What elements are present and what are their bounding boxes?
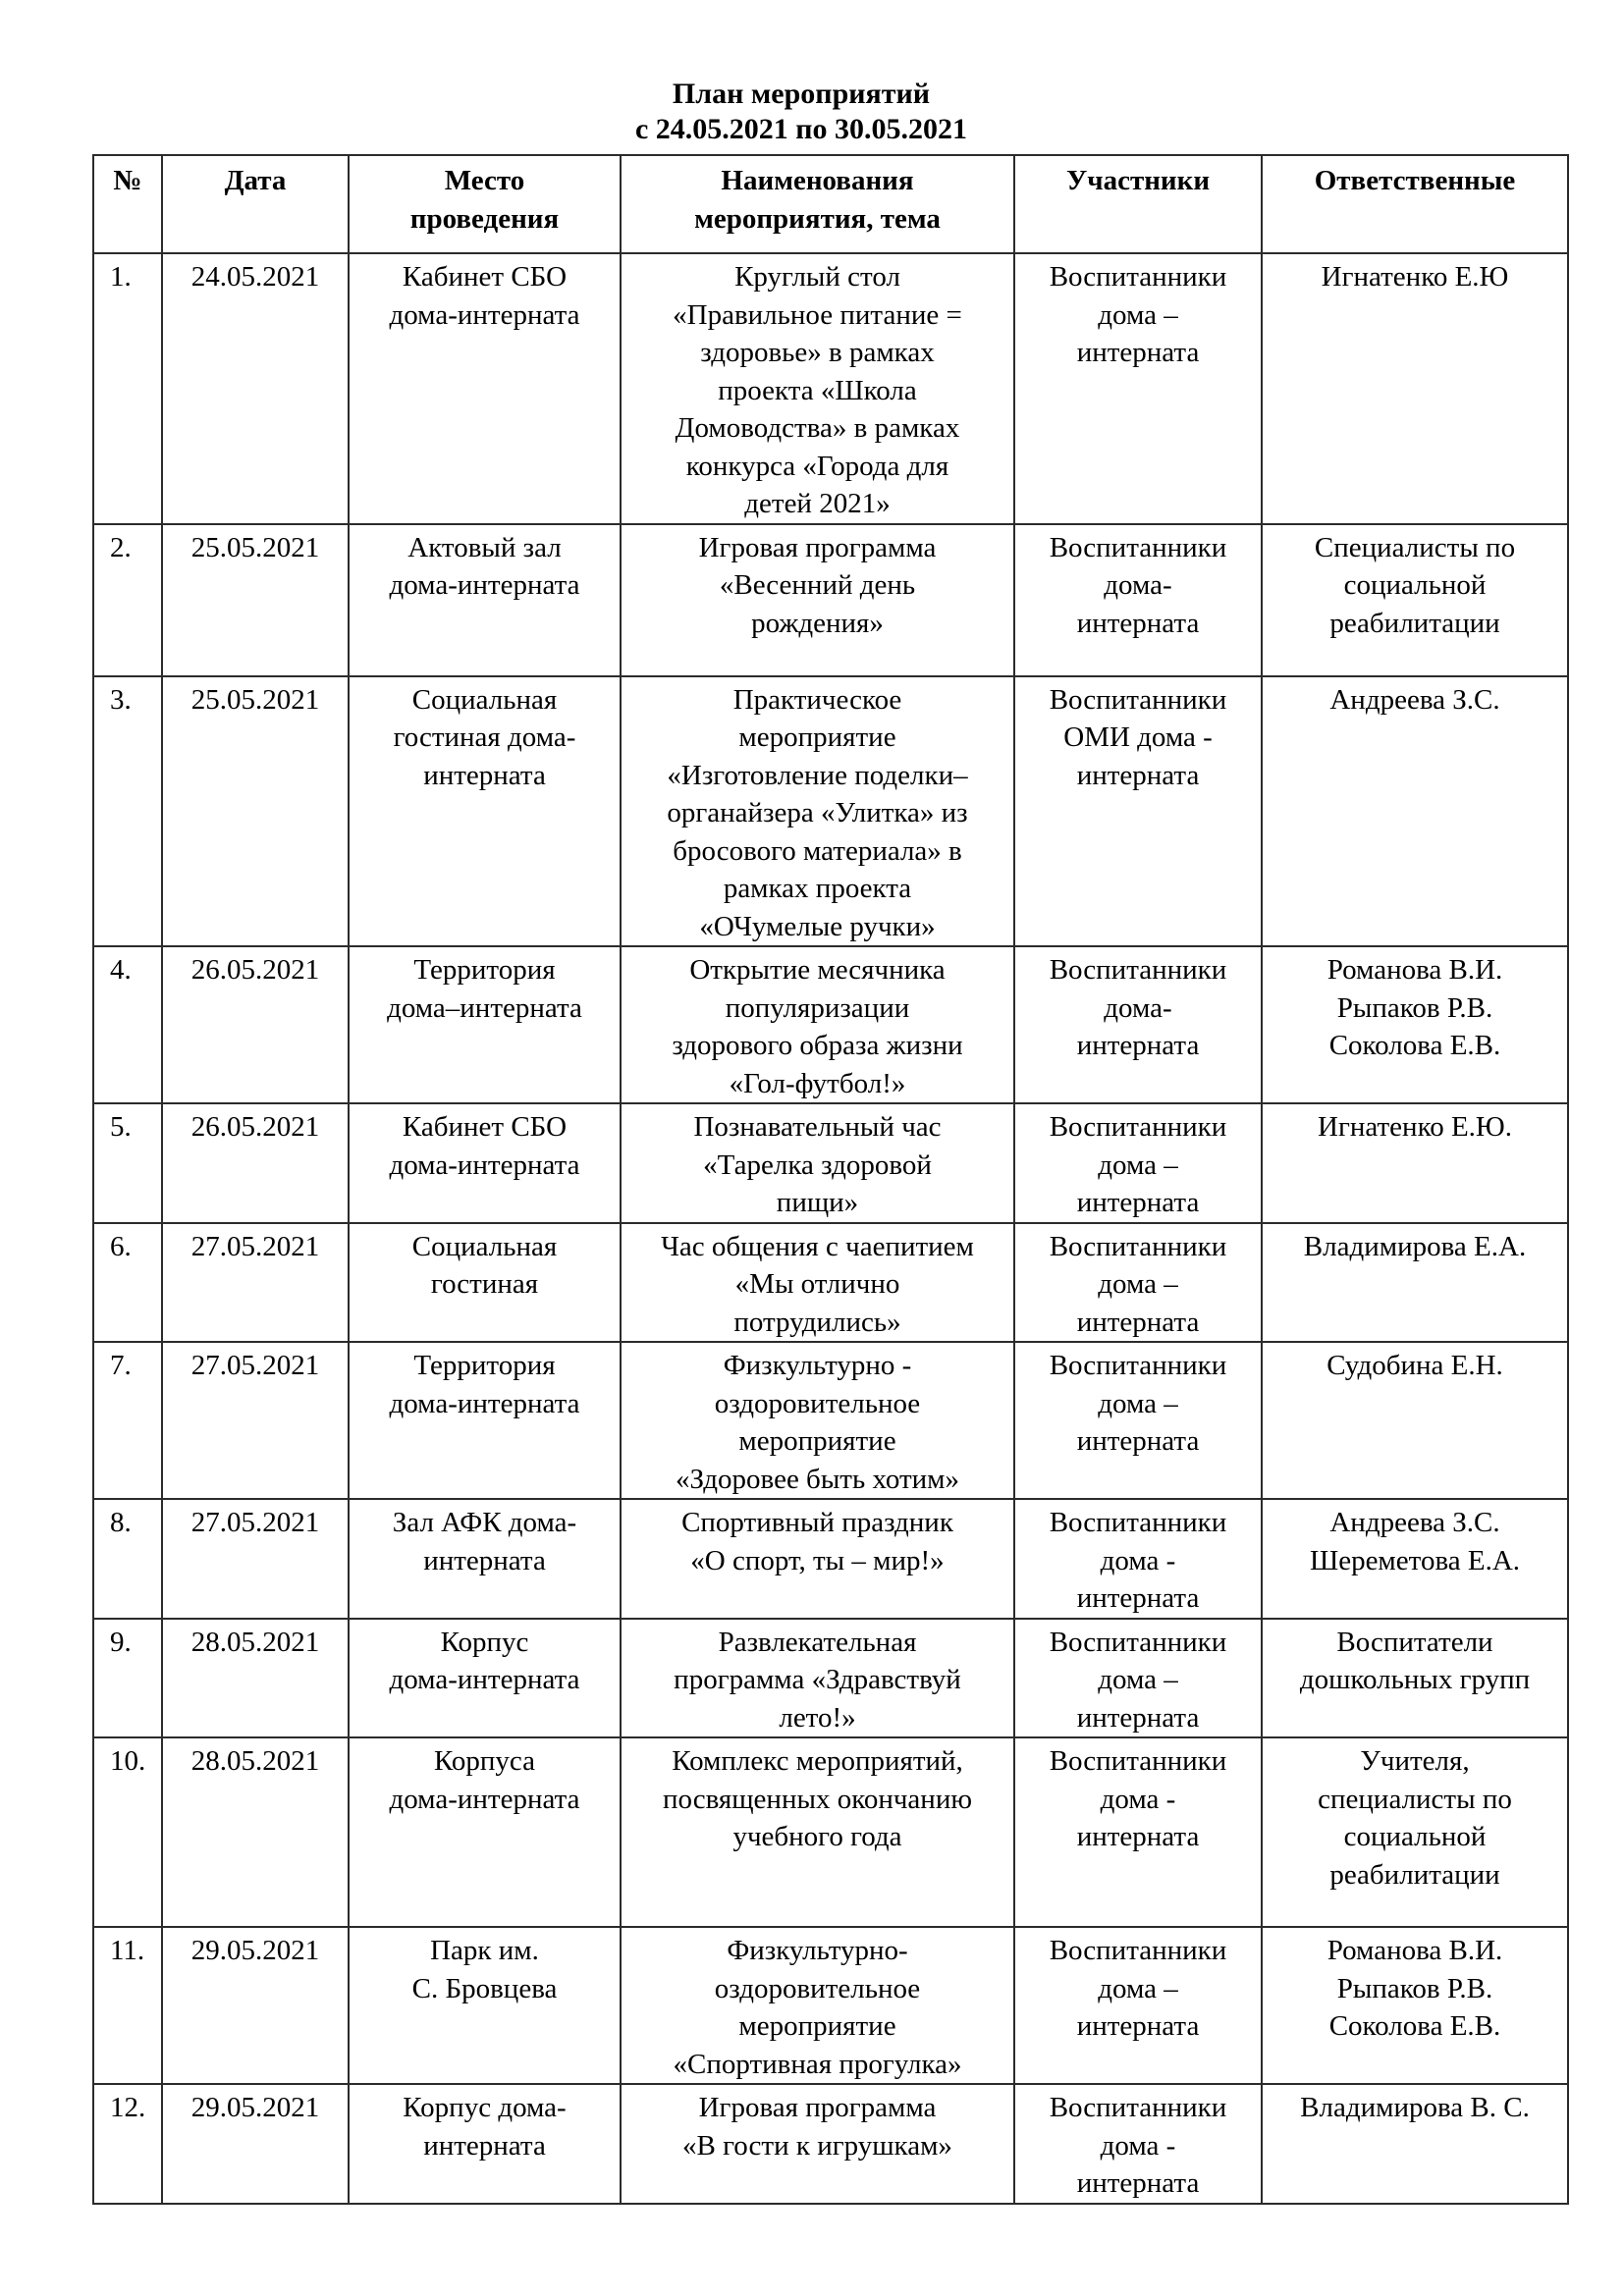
cell-place [349,676,621,947]
cell-event-title-line: «Мы отлично [734,1268,900,1300]
cell-participants-line: интерната [1076,1030,1200,1061]
cell-event-title-line: «Весенний день [719,569,916,601]
cell-responsible-line: Соколова Е.В. [1328,1030,1501,1061]
cell-date [162,946,349,1103]
cell-date-text: 26.05.2021 [190,1111,320,1143]
cell-event-title [621,676,1014,947]
cell-event-title-line: здоровье» в рамках [700,337,935,368]
cell-event-title-line: Открытие месячника [689,954,946,986]
cell-place [349,1342,621,1499]
cell-event-title-line: потрудились» [733,1306,901,1338]
cell-participants-line: Воспитанники [1049,1507,1227,1538]
cell-responsible-line: Шереметова Е.А. [1309,1544,1521,1576]
cell-participants-line: дома – [1098,1664,1178,1695]
cell-event-title [621,524,1014,676]
cell-participants-line: дома – [1098,1148,1178,1181]
cell-event-title-line: «О спорт, ты – мир!» [690,1544,945,1576]
cell-responsible-line: Рыпаков Р.В. [1336,1972,1493,2004]
cell-place-line: Кабинет СБО [402,1111,568,1143]
cell-participants [1014,253,1262,524]
cell-responsible-line: социальной [1343,569,1487,601]
cell-responsible [1262,253,1568,524]
cell-event-title-line: Игровая программа [698,2092,937,2123]
cell-event-title-line: «В гости к игрушкам» [682,2129,952,2162]
cell-event-title-line: программа «Здравствуй [674,1664,961,1695]
cell-number [93,1342,162,1499]
header-place-label-line: Место [444,165,525,196]
cell-number-text: 12. [110,2092,146,2123]
cell-event-title-line: посвященных окончанию [662,1783,973,1815]
cell-number-text: 4. [110,954,132,986]
cell-number [93,946,162,1103]
cell-date [162,2084,349,2204]
header-event-title [621,155,1014,253]
cell-responsible [1262,1927,1568,2084]
cell-participants-line: Воспитанники [1049,1230,1227,1262]
cell-place-line: Социальная [411,683,558,716]
header-number [93,155,162,253]
cell-place [349,1619,621,1738]
cell-event-title-line: Игровая программа [698,531,937,563]
cell-event-title-line: Практическое [732,683,902,716]
cell-participants-line: дома - [1100,1544,1176,1576]
cell-participants-line: Воспитанники [1049,1350,1227,1381]
cell-event-title-line: Физкультурно - [723,1350,912,1381]
cell-number [93,253,162,524]
header-date-label: Дата [224,165,287,196]
cell-place-line: дома–интерната [387,991,582,1024]
cell-date-text: 27.05.2021 [190,1350,320,1381]
cell-responsible-line: Андреева З.С. [1329,683,1500,716]
cell-number [93,1619,162,1738]
cell-event-title-line: конкурса «Города для [685,450,949,482]
cell-event-title [621,946,1014,1103]
cell-participants-line: ОМИ дома - [1063,721,1213,753]
cell-place-line: Социальная [411,1230,558,1262]
cell-place-line: Территория [413,1350,556,1381]
cell-event-title-line: Развлекательная [718,1626,917,1658]
cell-participants-line: Воспитанники [1049,954,1227,986]
cell-participants-line: Воспитанники [1049,1111,1227,1143]
cell-place-line: дома-интерната [389,569,580,601]
cell-place [349,1499,621,1619]
cell-place-line: интерната [423,2129,546,2162]
cell-participants-line: дома – [1098,1972,1178,2004]
cell-date-text: 29.05.2021 [190,1935,320,1966]
cell-place-line: дома-интерната [389,298,580,331]
cell-number [93,1103,162,1223]
cell-date [162,524,349,676]
cell-number [93,2084,162,2204]
cell-date [162,1103,349,1223]
cell-participants [1014,946,1262,1103]
cell-responsible [1262,1737,1568,1927]
table-row [93,253,1568,524]
cell-date-text: 24.05.2021 [190,261,320,293]
cell-number-text: 9. [110,1626,132,1658]
cell-event-title [621,1103,1014,1223]
cell-responsible-line: Рыпаков Р.В. [1336,991,1493,1024]
cell-event-title-line: Комплекс мероприятий, [672,1745,963,1777]
cell-number [93,1737,162,1927]
cell-event-title-line: «Изготовление поделки– [667,759,968,791]
cell-responsible-line: Андреева З.С. [1329,1507,1500,1538]
table-row [93,524,1568,676]
cell-participants-line: Воспитанники [1049,1626,1227,1658]
cell-number-text: 7. [110,1350,132,1381]
cell-participants-line: интерната [1076,607,1200,639]
cell-place-line: интерната [423,759,546,791]
document-title [92,77,1510,147]
cell-event-title-line: Час общения с чаепитием [661,1230,974,1262]
cell-place [349,1223,621,1343]
cell-participants [1014,2084,1262,2204]
cell-place [349,524,621,676]
cell-date [162,1223,349,1343]
cell-participants [1014,676,1262,947]
cell-number [93,1927,162,2084]
cell-number-text: 3. [110,683,132,716]
table-row [93,2084,1568,2204]
cell-participants [1014,524,1262,676]
cell-responsible-line: дошкольных групп [1299,1664,1531,1695]
cell-number [93,1223,162,1343]
cell-responsible-line: Владимирова В. С. [1300,2092,1530,2123]
cell-event-title [621,1927,1014,2084]
cell-place-line: дома-интерната [389,1664,580,1695]
cell-participants-line: интерната [1076,2010,1200,2042]
cell-event-title [621,1737,1014,1927]
cell-number-text: 2. [110,531,132,563]
cell-responsible [1262,1103,1568,1223]
cell-place [349,946,621,1103]
header-place-label-line: проведения [409,202,560,235]
cell-event-title-line: здорового образа жизни [672,1030,963,1061]
cell-participants-line: интерната [1076,759,1200,791]
cell-number-text: 1. [110,261,132,293]
cell-responsible [1262,1619,1568,1738]
cell-place [349,1737,621,1927]
cell-place-line: Корпуса [433,1745,535,1777]
table-row [93,1499,1568,1619]
cell-participants-line: интерната [1076,1425,1200,1457]
cell-event-title-line: рамках проекта [723,873,912,904]
cell-event-title-line: Круглый стол [734,261,900,293]
header-title-label-line: мероприятия, тема [694,202,941,235]
cell-place [349,2084,621,2204]
cell-responsible-line: Игнатенко Е.Ю [1321,261,1509,293]
cell-responsible-line: Романова В.И. [1326,954,1503,986]
cell-participants [1014,1342,1262,1499]
cell-responsible-line: специалисты по [1318,1783,1512,1815]
cell-date [162,1737,349,1927]
cell-number-text: 5. [110,1111,132,1143]
table-row [93,676,1568,947]
cell-place-line: Территория [413,954,556,986]
cell-participants-line: Воспитанники [1049,2092,1227,2123]
cell-event-title-line: оздоровительное [714,1387,921,1419]
cell-participants-line: дома- [1104,569,1172,601]
cell-responsible [1262,1499,1568,1619]
cell-participants-line: интерната [1076,1187,1200,1218]
cell-place [349,1103,621,1223]
cell-event-title-line: Домоводства» в рамках [675,412,960,444]
cell-place-line: Корпус [440,1626,529,1658]
cell-event-title [621,1342,1014,1499]
cell-participants [1014,1927,1262,2084]
cell-number [93,676,162,947]
cell-event-title-line: оздоровительное [714,1972,921,2004]
cell-participants-line: дома – [1098,298,1178,331]
cell-event-title-line: «Здоровее быть хотим» [675,1463,960,1495]
cell-responsible [1262,2084,1568,2204]
cell-responsible [1262,676,1568,947]
cell-event-title-line: «Гол-футбол!» [729,1067,906,1099]
cell-participants [1014,1619,1262,1738]
cell-place-line: гостиная дома- [393,721,576,753]
table-row [93,1737,1568,1927]
cell-event-title [621,1499,1014,1619]
cell-event-title-line: рождения» [751,607,884,639]
cell-participants-line: дома - [1100,2129,1176,2162]
cell-place-line: Кабинет СБО [402,261,568,293]
cell-event-title-line: Физкультурно- [727,1935,908,1966]
cell-event-title [621,2084,1014,2204]
table-row [93,1342,1568,1499]
cell-place [349,1927,621,2084]
cell-participants-line: интерната [1076,2167,1200,2199]
cell-date [162,1499,349,1619]
cell-responsible [1262,946,1568,1103]
table-row [93,1103,1568,1223]
cell-participants-line: Воспитанники [1049,1935,1227,1966]
cell-event-title [621,253,1014,524]
cell-date-text: 27.05.2021 [190,1230,320,1262]
cell-responsible-line: реабилитации [1329,1858,1500,1891]
cell-participants-line: интерната [1076,1701,1200,1734]
cell-event-title [621,1223,1014,1343]
cell-event-title-line: мероприятие [738,1425,896,1457]
cell-date [162,1342,349,1499]
table-header-row [93,155,1568,253]
cell-responsible-line: Соколова Е.В. [1328,2010,1501,2042]
cell-responsible-line: Учителя, [1360,1745,1470,1777]
cell-participants-line: дома- [1104,991,1172,1024]
table-row [93,946,1568,1103]
cell-responsible-line: Игнатенко Е.Ю. [1318,1111,1512,1143]
cell-event-title-line: Познавательный час [693,1111,942,1143]
cell-date-text: 25.05.2021 [190,531,320,563]
table-row [93,1927,1568,2084]
cell-responsible-line: социальной [1343,1821,1487,1852]
title-line-1: План мероприятий [672,78,931,110]
header-participants [1014,155,1262,253]
cell-responsible [1262,1223,1568,1343]
cell-participants-line: интерната [1076,337,1200,368]
cell-place-line: дома-интерната [389,1148,580,1181]
cell-place-line: дома-интерната [389,1387,580,1419]
cell-participants-line: Воспитанники [1049,261,1227,293]
cell-responsible-line: Воспитатели [1336,1626,1493,1658]
cell-place [349,253,621,524]
cell-place-line: гостиная [430,1268,539,1300]
cell-date [162,1619,349,1738]
cell-event-title-line: мероприятие [738,2010,896,2042]
cell-responsible [1262,1342,1568,1499]
cell-place-line: дома-интерната [389,1783,580,1815]
cell-participants-line: дома – [1098,1387,1178,1419]
cell-place-line: Актовый зал [407,531,562,563]
header-date [162,155,349,253]
cell-date [162,253,349,524]
header-responsible [1262,155,1568,253]
cell-place-line: Зал АФК дома- [392,1507,577,1538]
header-place [349,155,621,253]
cell-event-title-line: «Правильное питание = [673,298,962,331]
cell-participants-line: интерната [1076,1582,1200,1614]
cell-participants [1014,1737,1262,1927]
cell-responsible-line: Судобина Е.Н. [1326,1350,1503,1381]
cell-date [162,676,349,947]
cell-participants-line: дома - [1100,1783,1176,1815]
cell-participants-line: дома – [1098,1268,1178,1300]
cell-date [162,1927,349,2084]
cell-number-text: 11. [110,1935,145,1966]
cell-event-title-line: проекта «Школа [718,374,917,406]
cell-number-text: 10. [110,1745,146,1777]
cell-participants-line: интерната [1076,1821,1200,1852]
cell-number-text: 8. [110,1507,132,1538]
cell-responsible-line: Специалисты по [1314,531,1516,563]
cell-number [93,1499,162,1619]
cell-event-title-line: бросового материала» в [673,834,962,867]
cell-participants-line: интерната [1076,1306,1200,1338]
table-row [93,1619,1568,1738]
cell-event-title-line: учебного года [732,1821,902,1852]
cell-participants [1014,1499,1262,1619]
cell-date-text: 26.05.2021 [190,954,320,986]
cell-date-text: 29.05.2021 [190,2092,320,2123]
cell-event-title-line: детей 2021» [744,488,891,519]
cell-responsible-line: Владимирова Е.А. [1303,1230,1527,1262]
cell-number [93,524,162,676]
cell-event-title-line: пищи» [776,1187,859,1218]
cell-date-text: 25.05.2021 [190,683,320,716]
events-plan-table [92,154,1569,2205]
cell-place-line: Парк им. [430,1935,539,1966]
cell-participants [1014,1103,1262,1223]
cell-event-title-line: Спортивный праздник [681,1507,953,1538]
title-line-2: с 24.05.2021 по 30.05.2021 [634,113,968,145]
cell-event-title-line: популяризации [725,991,910,1024]
cell-participants-line: Воспитанники [1049,683,1227,716]
cell-place-line: С. Бровцева [411,1972,558,2004]
cell-event-title-line: органайзера «Улитка» из [667,797,968,828]
cell-event-title [621,1619,1014,1738]
cell-place-line: интерната [423,1544,546,1576]
cell-responsible-line: реабилитации [1329,607,1500,639]
cell-event-title-line: «ОЧумелые ручки» [699,910,936,942]
cell-event-title-line: мероприятие [738,721,896,753]
cell-participants-line: Воспитанники [1049,531,1227,563]
header-number-label: № [113,165,142,196]
cell-participants [1014,1223,1262,1343]
cell-responsible-line: Романова В.И. [1326,1935,1503,1966]
cell-date-text: 28.05.2021 [190,1745,320,1777]
cell-place-line: Корпус дома- [403,2092,567,2123]
cell-date-text: 27.05.2021 [190,1507,320,1538]
header-participants-label: Участники [1065,165,1211,196]
cell-participants-line: Воспитанники [1049,1745,1227,1777]
cell-event-title-line: лето!» [779,1701,856,1734]
table-row [93,1223,1568,1343]
header-responsible-label: Ответственные [1314,165,1516,196]
cell-event-title-line: «Тарелка здоровой [703,1148,932,1181]
cell-responsible [1262,524,1568,676]
cell-number-text: 6. [110,1230,132,1262]
cell-event-title-line: «Спортивная прогулка» [673,2048,962,2080]
header-title-label-line: Наименования [721,165,914,196]
cell-date-text: 28.05.2021 [190,1626,320,1658]
